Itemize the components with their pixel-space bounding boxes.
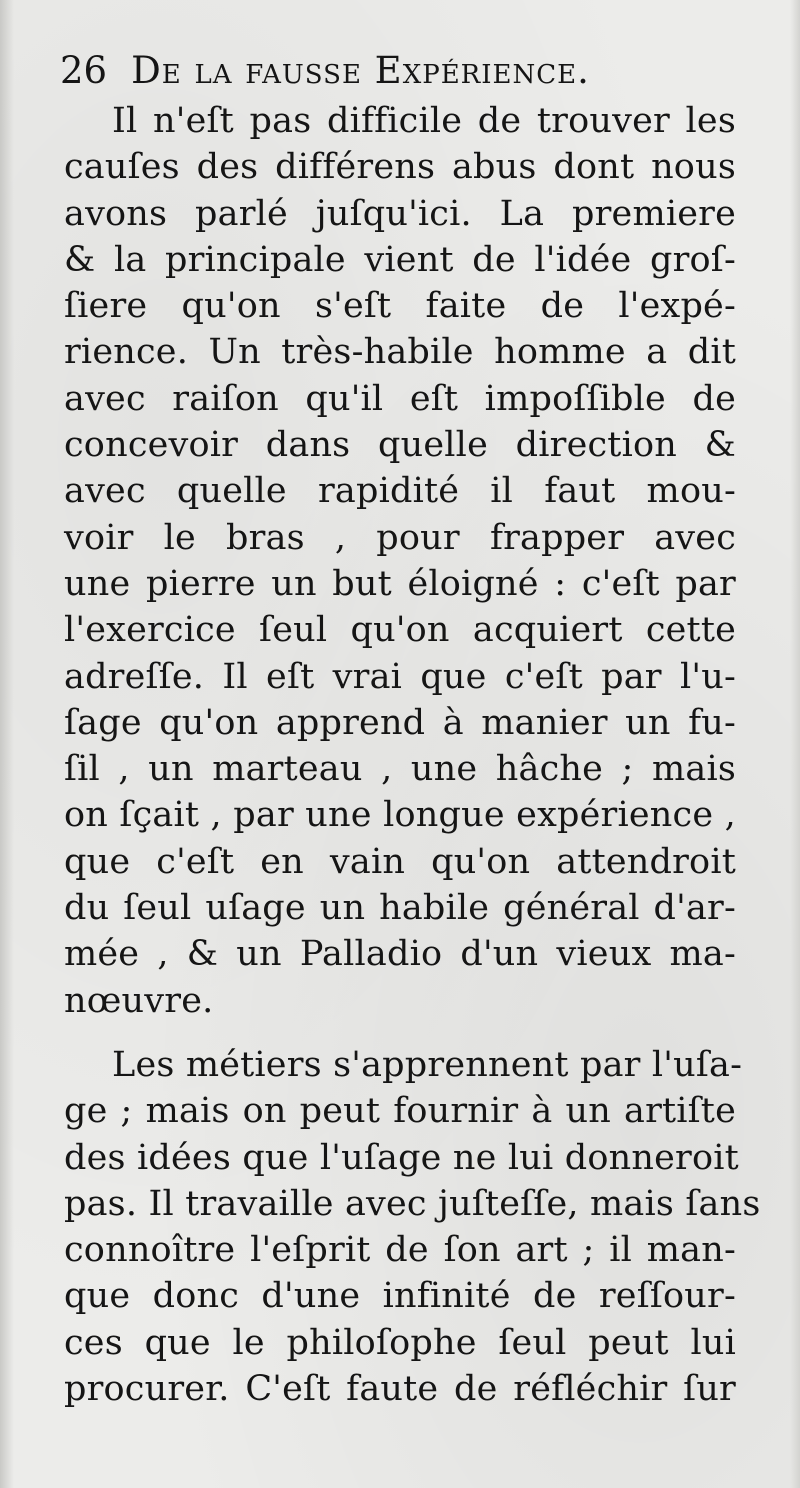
text-line: connoître l'eſprit de ſon art ; il man- [64,1230,736,1271]
text-line: adreſſe. Il eſt vrai que c'eſt par l'u- [64,656,736,697]
text-line: du ſeul uſage un habile général d'ar- [64,888,736,929]
text-line: avec quelle rapidité il faut mou- [64,471,736,512]
text-line: que donc d'une infinité de reſſour- [64,1276,736,1317]
text-line: procurer. C'eſt faute de réfléchir ſur [64,1369,736,1410]
text-line: & la principale vient de l'idée groſ- [64,239,736,280]
running-title: De la fausse Expérience. [131,49,590,92]
text-line: l'exercice ſeul qu'on acquiert cette [64,610,736,651]
text-line: cauſes des différens abus dont nous [64,147,736,188]
text-line: ge ; mais on peut fournir à un artiſte [64,1091,736,1132]
text-line: ſil , un marteau , une hâche ; mais [64,749,736,790]
paragraph-1 [64,98,736,1024]
text-line: des idées que l'uſage ne lui donneroit [64,1137,739,1178]
text-line: que c'eſt en vain qu'on attendroit [64,841,736,882]
text-line: ſage qu'on apprend à manier un fu- [64,702,736,743]
text-line: Il n'eſt pas difficile de trouver les [112,101,736,141]
page-number: 26 [60,49,108,92]
text-line: mée , & un Palladio d'un vieux ma- [64,934,736,975]
text-line: avons parlé juſqu'ici. La premiere [64,193,736,234]
paragraph-break [64,1024,736,1042]
body-text [64,98,761,1412]
text-line: Les métiers s'apprennent par l'uſa- [112,1044,743,1085]
page-gutter-shadow [0,0,14,1488]
text-line: on ſçait , par une longue expérience , [64,795,736,836]
text-line: une pierre un but éloigné : c'eſt par [64,563,736,604]
text-line: avec raiſon qu'il eſt impoſſible de [64,378,736,419]
text-line: pas. Il travaille avec juſteſſe, mais ſans [64,1183,761,1224]
text-line: concevoir dans quelle direction & [64,425,736,466]
text-line: rience. Un très-habile homme a dit [64,332,736,373]
running-head [60,46,740,96]
paragraph-2 [64,1042,761,1412]
page-edge-shadow [790,0,800,1488]
text-line: nœuvre. [64,980,214,1021]
text-line: voir le bras , pour frapper avec [64,517,736,558]
text-line: ſiere qu'on s'eſt faite de l'expé- [64,286,736,327]
text-line: ces que le philoſophe ſeul peut lui [64,1322,736,1363]
